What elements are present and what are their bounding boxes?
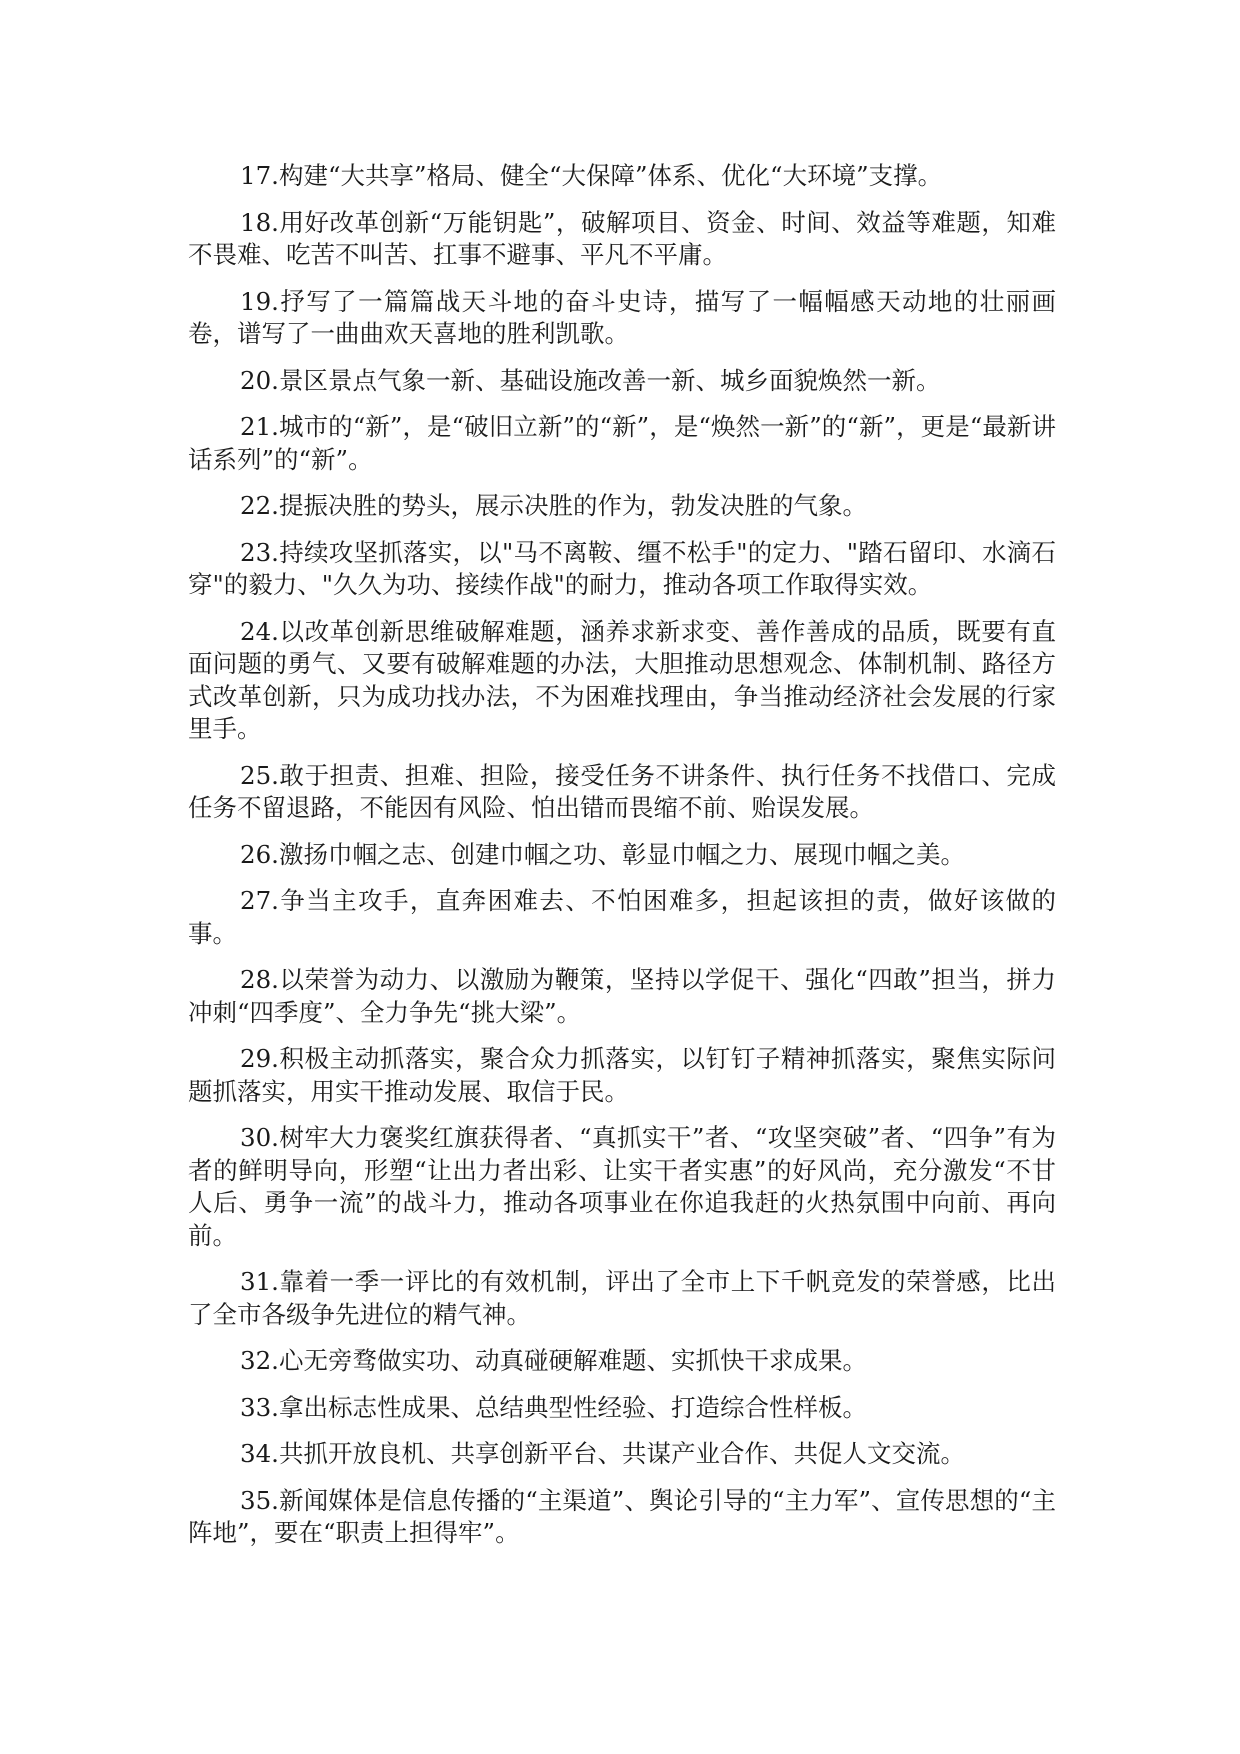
document-body bbox=[188, 160, 1056, 1564]
paragraph-29: 29.积极主动抓落实，聚合众力抓落实，以钉钉子精神抓落实，聚焦实际问题抓落实，用实干推动发展、取信于民。 bbox=[188, 1044, 1056, 1106]
paragraph-22: 22.提振决胜的势头，展示决胜的作为，勃发决胜的气象。 bbox=[240, 491, 867, 520]
paragraph-18: 18.用好改革创新“万能钥匙”，破解项目、资金、时间、效益等难题，知难不畏难、吃苦不叫苦、扛事不避事、平凡不平庸。 bbox=[188, 207, 1056, 269]
paragraph-19: 19.抒写了一篇篇战天斗地的奋斗史诗，描写了一幅幅感天动地的壮丽画卷，谱写了一曲曲欢天喜地的胜利凯歌。 bbox=[188, 286, 1056, 348]
paragraph-25: 25.敢于担责、担难、担险，接受任务不讲条件、执行任务不找借口、完成任务不留退路，不能因有风险、怕出错而畏缩不前、贻误发展。 bbox=[188, 760, 1056, 822]
paragraph-23: 23.持续攻坚抓落实，以"马不离鞍、缰不松手"的定力、"踏石留印、水滴石穿"的毅力、"久久为功、接续作战"的耐力，推动各项工作取得实效。 bbox=[188, 537, 1056, 599]
paragraph-33: 33.拿出标志性成果、总结典型性经验、打造综合性样板。 bbox=[240, 1392, 867, 1422]
paragraph-31: 31.靠着一季一评比的有效机制，评出了全市上下千帆竞发的荣誉感，比出了全市各级争先进位的精气神。 bbox=[188, 1267, 1056, 1329]
paragraph-20: 20.景区景点气象一新、基础设施改善一新、城乡面貌焕然一新。 bbox=[240, 365, 941, 395]
paragraph-34: 34.共抓开放良机、共享创新平台、共谋产业合作、共促人文交流。 bbox=[240, 1439, 965, 1468]
paragraph-24: 24.以改革创新思维破解难题，涵养求新求变、善作善成的品质，既要有直面问题的勇气、又要有破解难题的办法，大胆推动思想观念、体制机制、路径方式改革创新，只为成功找办法，不为困难找理由，争当推动经济社会发展的行家里手。 bbox=[188, 616, 1056, 743]
paragraph-32: 32.心无旁骛做实功、动真碰硬解难题、实抓快干求成果。 bbox=[240, 1346, 867, 1375]
paragraph-28: 28.以荣誉为动力、以激励为鞭策，坚持以学促干、强化“四敢”担当，拼力冲刺“四季度”、全力争先“挑大梁”。 bbox=[188, 965, 1056, 1027]
paragraph-35: 35.新闻媒体是信息传播的“主渠道”、舆论引导的“主力军”、宣传思想的“主阵地”，要在“职责上担得牢”。 bbox=[188, 1485, 1056, 1547]
paragraph-30: 30.树牢大力褒奖红旗获得者、“真抓实干”者、“攻坚突破”者、“四争”有为者的鲜明导向，形塑“让出力者出彩、让实干者实惠”的好风尚，充分激发“不甘人后、勇争一流”的战斗力，推动各项事业在你追我赶的火热氛围中向前、再向前。 bbox=[188, 1123, 1056, 1250]
paragraph-21: 21.城市的“新”，是“破旧立新”的“新”，是“焕然一新”的“新”，更是“最新讲话系列”的“新”。 bbox=[188, 412, 1056, 474]
paragraph-26: 26.激扬巾帼之志、创建巾帼之功、彰显巾帼之力、展现巾帼之美。 bbox=[240, 839, 965, 869]
paragraph-17: 17.构建“大共享”格局、健全“大保障”体系、优化“大环境”支撑。 bbox=[240, 161, 943, 190]
paragraph-27: 27.争当主攻手，直奔困难去、不怕困难多，担起该担的责，做好该做的事。 bbox=[188, 886, 1056, 948]
